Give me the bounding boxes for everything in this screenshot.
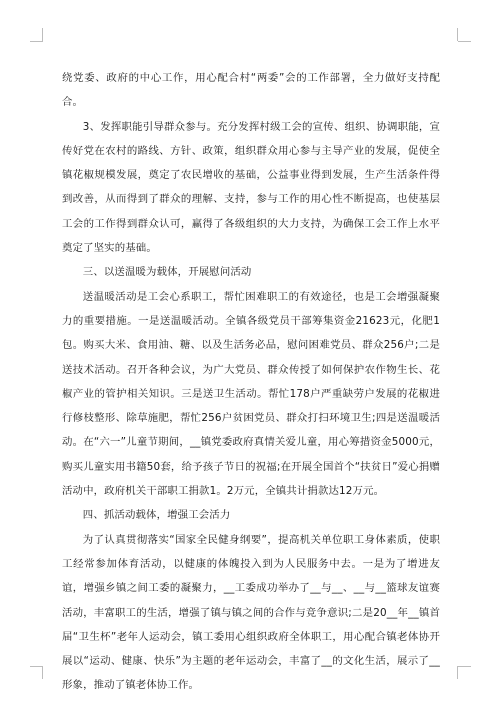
crop-mark-bottom-right-vertical [457,666,458,679]
paragraph-warmth-activities: 送温暖活动是工会心系职工，帮忙困难职工的有效途径，也是工会增强凝聚力的重要措施。一是送温暖活动。全镇各级党员干部筹集资金21623元，化肥1包。购买大米、食用油、糖、以及生活务必品，慰问困难党员、群众256户;二是送技术活动。召开各种会议，为广大党员、群众传授了如何保护农作物生长、花椒产业的管护相关知识。三是送卫生活动。帮忙178户严重缺劳户发展的花椒进行修枝整形、除草施肥，帮忙256户贫困党员、群众打扫环境卫生;四是送温暖活动。在“六一”儿童节期间，__镇党委政府真情关爱儿童，用心筹措资金5000元，购买儿童实用书籍50套，给予孩子节日的祝福;在开展全国首个“扶贫日”爱心捐赠活动中，政府机关干部职工捐款1。2万元，全镇共计捐款达12万元。 [62,290,440,498]
crop-mark-bottom-left-horizontal [30,666,43,667]
paragraph-continuation: 绕党委、政府的中心工作，用心配合村“两委”会的工作部署，全力做好支持配合。 [62,72,440,109]
paragraph-sports-activities: 为了认真贯彻落实“国家全民健身纲要”，提高机关单位职工身体素质，使职工经常参加体育活动，以健康的体魄投入到为人民服务中去。一是为了增进友谊，增强乡镇之间工委的凝聚力，__工委成功举办了__与__、__与__篮球友谊赛活动，丰富职工的生活，增强了镇与镇之间的合作与竞争意识;二是20__年__镇首届“卫生杯”老年人运动会，镇工委用心组织政府全体职工，用心配合镇老体协开展以“运动、健康、快乐”为主题的老年运动会，丰富了__的文化生活，展示了__形象，推动了镇老体协工作。 [62,533,440,692]
crop-mark-bottom-left-vertical [42,666,43,679]
crop-mark-bottom-right-horizontal [458,666,471,667]
document-body [62,66,440,698]
crop-mark-top-right-horizontal [458,41,471,42]
crop-mark-top-left-vertical [42,28,43,41]
section-heading-3: 三、以送温暖为载体，开展慰问活动 [82,266,252,279]
crop-mark-top-left-horizontal [30,41,43,42]
section-heading-4: 四、抓活动载体，增强工会活力 [82,509,231,522]
crop-mark-top-right-vertical [457,28,458,41]
paragraph-item-3: 3、发挥职能引导群众参与。充分发挥村级工会的宣传、组织、协调职能，宣传好党在农村的路线、方针、政策，组织群众用心参与主导产业的发展，促使全镇花椒规模发展，奠定了农民增收的基础，公益事业得到发展，生产生活条件得到改善，从而得到了群众的理解、支持，参与工作的用心性不断提高，也使基层工会的工作得到群众认可，赢得了各级组织的大力支持，为确保工会工作上水平奠定了坚实的基础。 [62,120,440,255]
